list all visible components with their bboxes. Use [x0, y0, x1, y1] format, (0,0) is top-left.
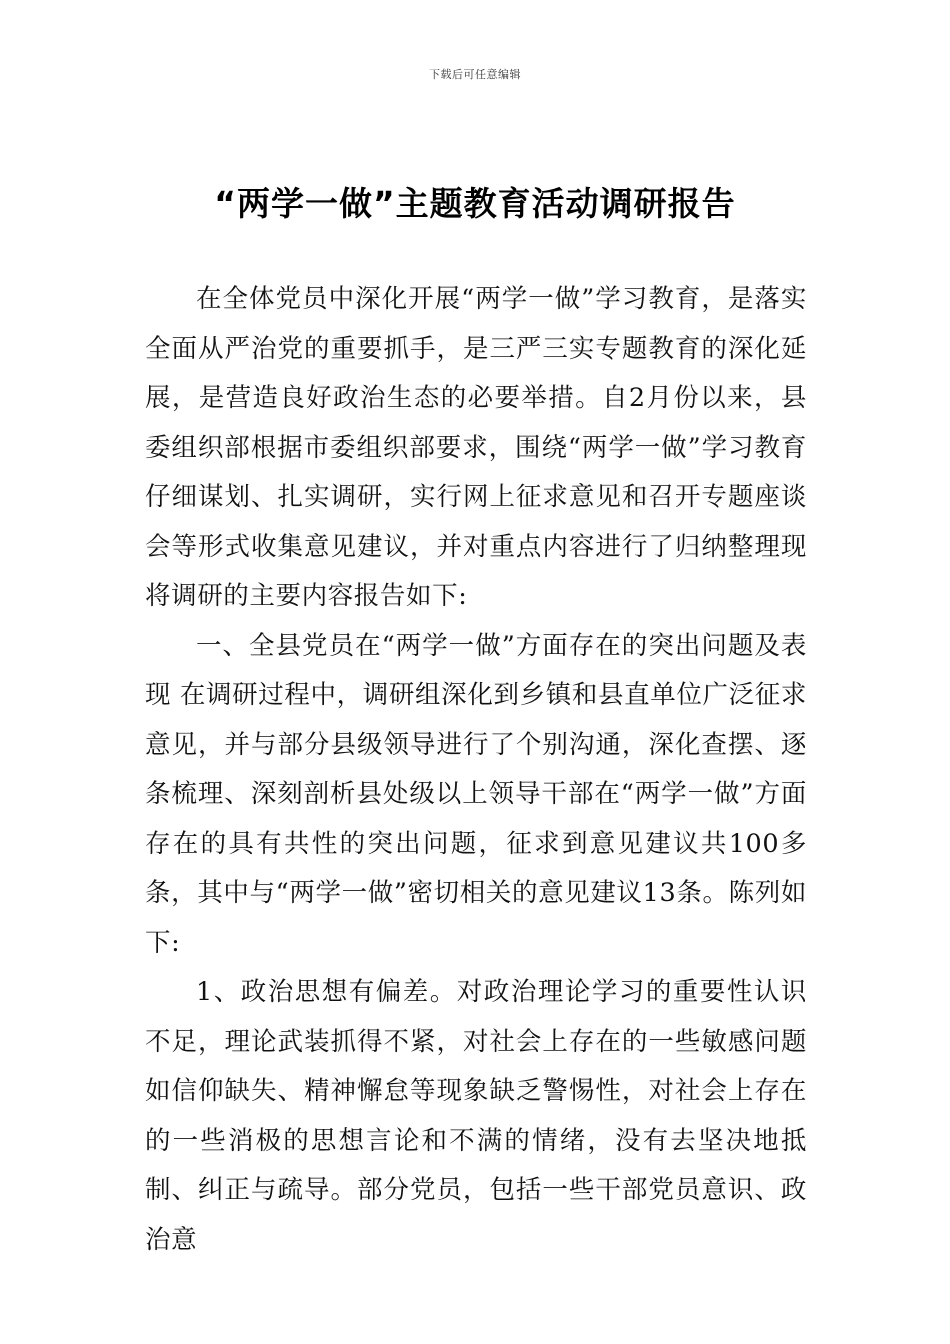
- paragraph-item-1: 1、政治思想有偏差。对政治理论学习的重要性认识不足，理论武装抓得不紧，对社会上存在的一些敏感问题如信仰缺失、精神懈怠等现象缺乏警惕性，对社会上存在的一些消极的思想言论和不满的情绪，没有去坚决地抵制、纠正与疏导。部分党员，包括一些干部党员意识、政治意: [145, 977, 807, 1255]
- paragraph-section-1: 一、全县党员在“两学一做”方面存在的突出问题及表现 在调研过程中，调研组深化到乡镇和县直单位广泛征求意见，并与部分县级领导进行了个别沟通，深化查摆、逐条梳理、深刻剖析县处级以上领导干部在“两学一做”方面存在的具有共性的突出问题，征求到意见建议共100多条，其中与“两学一做”密切相关的意见建议13条。陈列如下:: [145, 630, 807, 958]
- paragraph-intro: 在全体党员中深化开展“两学一做”学习教育，是落实全面从严治党的重要抓手，是三严三实专题教育的深化延展，是营造良好政治生态的必要举措。自2月份以来，县委组织部根据市委组织部要求，围绕“两学一做”学习教育仔细谋划、扎实调研，实行网上征求意见和召开专题座谈会等形式收集意见建议，并对重点内容进行了归纳整理现将调研的主要内容报告如下:: [145, 284, 807, 611]
- document-body: [145, 275, 807, 1265]
- header-note: 下载后可任意编辑: [429, 68, 521, 81]
- document-title: “两学一做”主题教育活动调研报告: [214, 184, 736, 223]
